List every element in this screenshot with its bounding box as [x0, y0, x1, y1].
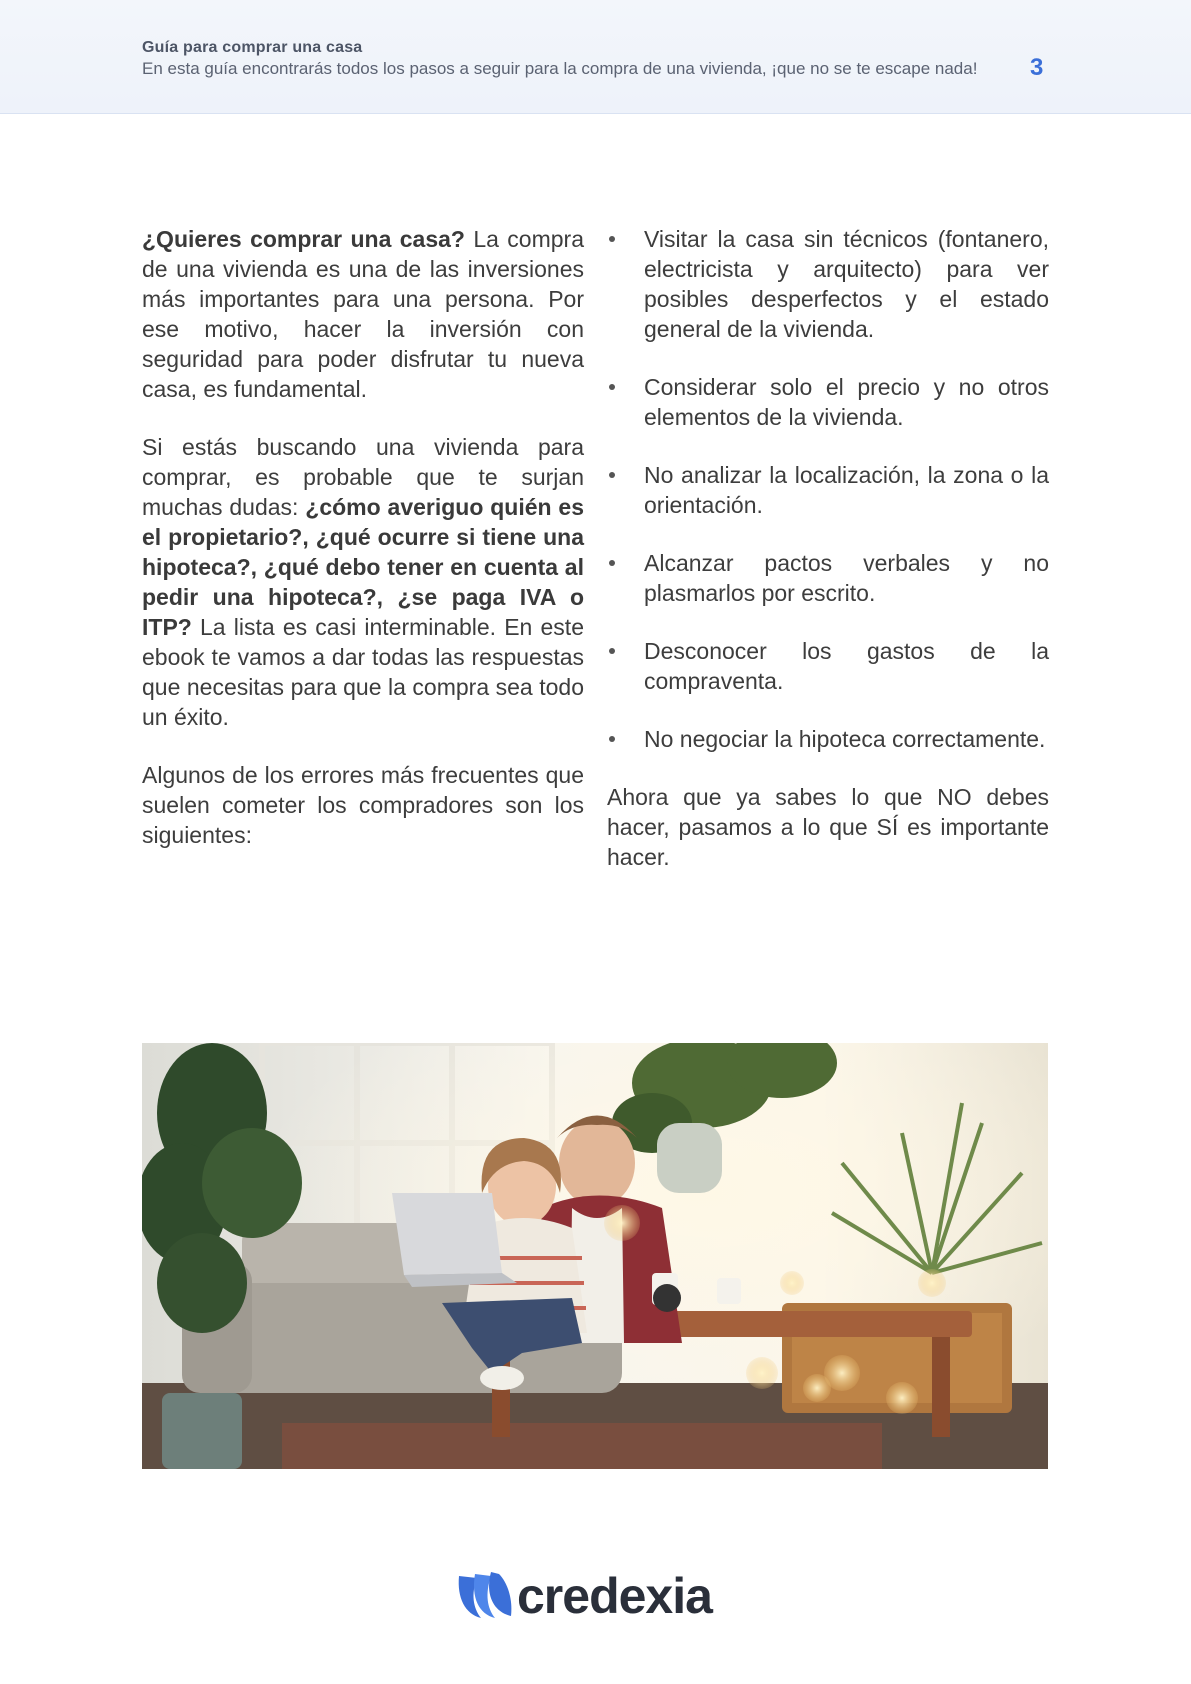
- intro-paragraph: [142, 224, 584, 404]
- list-item: No analizar la localización, la zona o la orientación.: [607, 460, 1049, 520]
- list-item: Visitar la casa sin técnicos (fontanero, electricista y arquitecto) para ver posibles desperfectos y el estado general de la vivienda.: [607, 224, 1049, 344]
- credexia-logo: [455, 1568, 745, 1628]
- list-item: Desconocer los gastos de la compraventa.: [607, 636, 1049, 696]
- bullet-icon: [609, 236, 615, 242]
- credexia-logo-text: credexia: [517, 1568, 712, 1624]
- doubts-paragraph: [142, 432, 584, 732]
- bullet-icon: [609, 472, 615, 478]
- errors-list: [607, 224, 1049, 754]
- bullet-icon: [609, 560, 615, 566]
- intro-bold: ¿Quieres comprar una casa?: [142, 226, 465, 252]
- errors-paragraph: Algunos de los errores más frecuentes que suelen cometer los compradores son los siguientes:: [142, 762, 584, 848]
- doubts-rest: La lista es casi interminable. En este ebook te vamos a dar todas las respuestas que necesitas para que la compra sea todo un éxito.: [142, 614, 584, 730]
- right-column: [607, 224, 1049, 900]
- list-item: No negociar la hipoteca correctamente.: [607, 724, 1049, 754]
- guide-subtitle: En esta guía encontrarás todos los pasos a seguir para la compra de una vivienda, ¡que no se te escape nada!: [142, 59, 978, 78]
- bullet-icon: [609, 736, 615, 742]
- credexia-logo-icon: [455, 1568, 515, 1624]
- page-number: 3: [1030, 54, 1044, 81]
- intro-text: La compra de una vivienda es una de las inversiones más importantes para una persona. Por ese motivo, hacer la inversión con seguridad para poder disfrutar tu nueva casa, es fundamental.: [142, 226, 584, 402]
- couple-photo: [142, 1043, 1048, 1469]
- living-room-illustration: [142, 1043, 1048, 1469]
- doubts-start: Si estás buscando una vivienda para comprar, es probable que te surjan muchas dudas:: [142, 434, 584, 520]
- left-column: [142, 224, 584, 878]
- bullet-icon: [609, 384, 615, 390]
- closing-paragraph: Ahora que ya sabes lo que NO debes hacer, pasamos a lo que SÍ es importante hacer.: [607, 784, 1049, 870]
- bullet-icon: [609, 648, 615, 654]
- list-item: Alcanzar pactos verbales y no plasmarlos por escrito.: [607, 548, 1049, 608]
- guide-title: Guía para comprar una casa: [142, 39, 363, 56]
- page-header: [0, 0, 1191, 114]
- list-item: Considerar solo el precio y no otros elementos de la vivienda.: [607, 372, 1049, 432]
- doubts-bold: ¿cómo averiguo quién es el propietario?, ¿qué ocurre si tiene una hipoteca?, ¿qué debo tener en cuenta al pedir una hipoteca?, ¿se paga IVA o ITP?: [142, 494, 585, 640]
